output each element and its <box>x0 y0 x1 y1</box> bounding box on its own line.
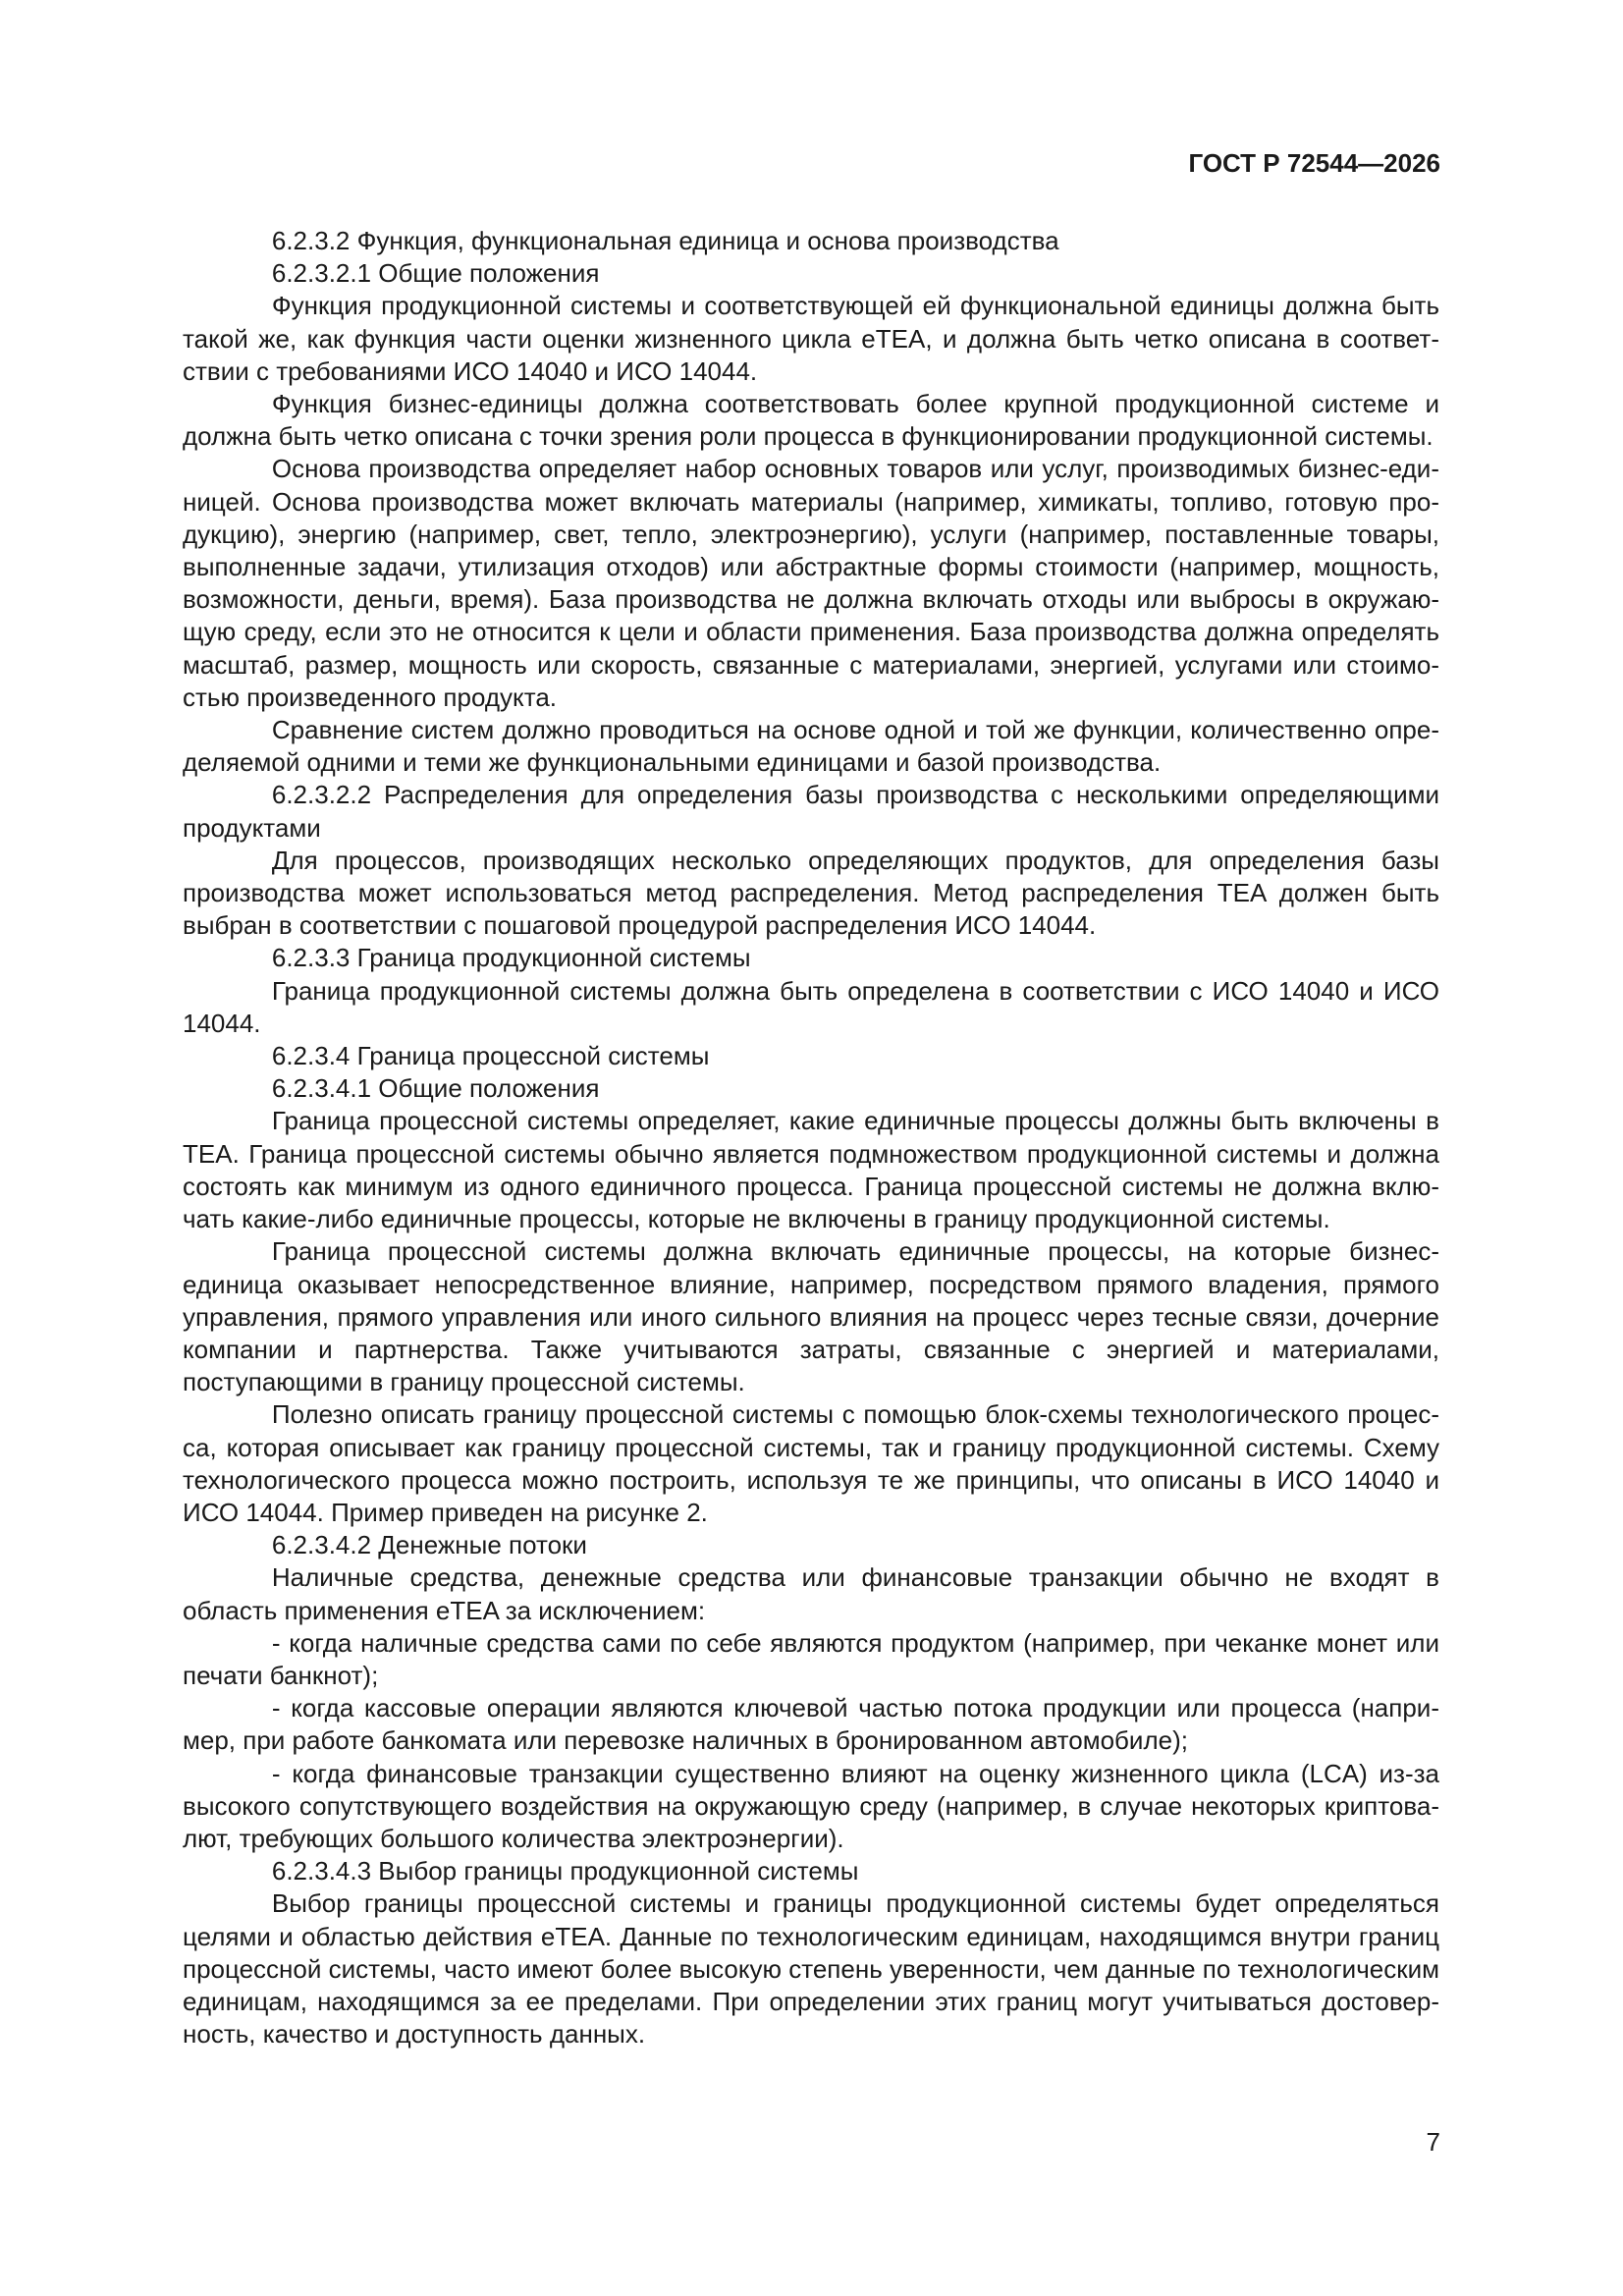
heading-boundary-selection: 6.2.3.4.3 Выбор границы продукционной системы <box>271 1856 859 1886</box>
heading-product-system-boundary: 6.2.3.3 Граница продукционной системы <box>271 943 751 973</box>
paragraph: Граница процессной системы определяет, какие единичные процессы должны быть включены в TEA. Граница процессной системы обычно является подмножеством продукционной системы и должна состоять как минимум из одного единичного процесса. Граница процессной системы не должна включать какие-либо единичные процессы, которые не включены в границу продукционной системы. <box>183 1106 1439 1234</box>
paragraph: Сравнение систем должно проводиться на основе одной и той же функции, количественно определяемой одними и теми же функциональными единицами и базой производства. <box>183 715 1439 778</box>
list-item: - когда наличные средства сами по себе являются продуктом (например, при чеканке монет или печати банкнот); <box>183 1627 1439 1690</box>
paragraph: Основа производства определяет набор основных товаров или услуг, производимых бизнес-единицей. Основа производства может включать материалы (например, химикаты, топливо, готовую продукцию), энергию (например, свет, тепло, электроэнергию), услуги (например, поставленные товары, выполненные задачи, утилизация отходов) или абстрактные формы стоимости (например, мощность, возможности, деньги, время). База производства не должна включать отходы или выбросы в окружающую среду, если это не относится к цели и области применения. База производства должна определять масштаб, размер, мощность или скорость, связанные с материалами, энергией, услугами или стоимостью произведенного продукта. <box>183 454 1439 712</box>
heading-process-system-boundary: 6.2.3.4 Граница процессной системы <box>271 1041 710 1071</box>
document-body <box>183 225 1439 2050</box>
paragraph: Наличные средства, денежные средства или финансовые транзакции обычно не входят в область применения eTEA за исключением: <box>183 1562 1439 1625</box>
heading-cash-flows: 6.2.3.4.2 Денежные потоки <box>271 1530 587 1560</box>
list-item: - когда кассовые операции являются ключевой частью потока продукции или процесса (например, при работе банкомата или перевозке наличных в бронированном автомобиле); <box>183 1693 1439 1756</box>
heading-function-unit-basis: 6.2.3.2 Функция, функциональная единица и основа производства <box>271 226 1059 255</box>
paragraph: Функция продукционной системы и соответствующей ей функциональной единицы должна быть такой же, как функция части оценки жизненного цикла eTEA, и должна быть четко описана в соответствии с требованиями ИСО 14040 и ИСО 14044. <box>183 291 1439 386</box>
paragraph: Выбор границы процессной системы и границы продукционной системы будет определяться целями и областью действия eTEA. Данные по технологическим единицам, находящимся внутри границ процессной системы, часто имеют более высокую степень уверенности, чем данные по технологическим единицам, находящимся за ее пределами. При определении этих границ могут учитываться достоверность, качество и доступность данных. <box>183 1888 1439 2050</box>
paragraph: Полезно описать границу процессной системы с помощью блок-схемы технологического процесса, которая описывает как границу процессной системы, так и границу продукционной системы. Схему технологического процесса можно построить, используя те же принципы, что описаны в ИСО 14040 и ИСО 14044. Пример приведен на рисунке 2. <box>183 1399 1439 1527</box>
heading-general-provisions: 6.2.3.4.1 Общие положения <box>271 1073 600 1104</box>
paragraph: Функция бизнес-единицы должна соответствовать более крупной продукционной системе и должна быть четко описана с точки зрения роли процесса в функционировании продукционной системы. <box>183 389 1439 452</box>
paragraph: Для процессов, производящих несколько определяющих продуктов, для определения базы производства может использоваться метод распределения. Метод распределения TEA должен быть выбран в соответствии с пошаговой процедурой распределения ИСО 14044. <box>183 845 1439 941</box>
paragraph: Граница процессной системы должна включать единичные процессы, на которые бизнес-единица оказывает непосредственное влияние, например, посредством прямого владения, прямого управления, прямого управления или иного сильного влияния на процесс через тесные связи, дочерние компании и партнерства. Также учитываются затраты, связанные с энергией и материалами, поступающими в границу процессной системы. <box>183 1236 1439 1397</box>
heading-allocation: 6.2.3.2.2 Распределения для определения базы производства с несколькими определяющими продуктами <box>183 780 1439 843</box>
paragraph: Граница продукционной системы должна быть определена в соответствии с ИСО 14040 и ИСО 14044. <box>183 975 1439 1038</box>
list-item: - когда финансовые транзакции существенно влияют на оценку жизненного цикла (LCA) из-за высокого сопутствующего воздействия на окружающую среду (например, в случае некоторых криптовалют, требующих большого количества электроэнергии). <box>183 1758 1439 1853</box>
heading-general-provisions: 6.2.3.2.1 Общие положения <box>271 258 600 289</box>
page-number: 7 <box>1426 2127 1440 2157</box>
standard-designation: ГОСТ Р 72544—2026 <box>1188 148 1440 178</box>
